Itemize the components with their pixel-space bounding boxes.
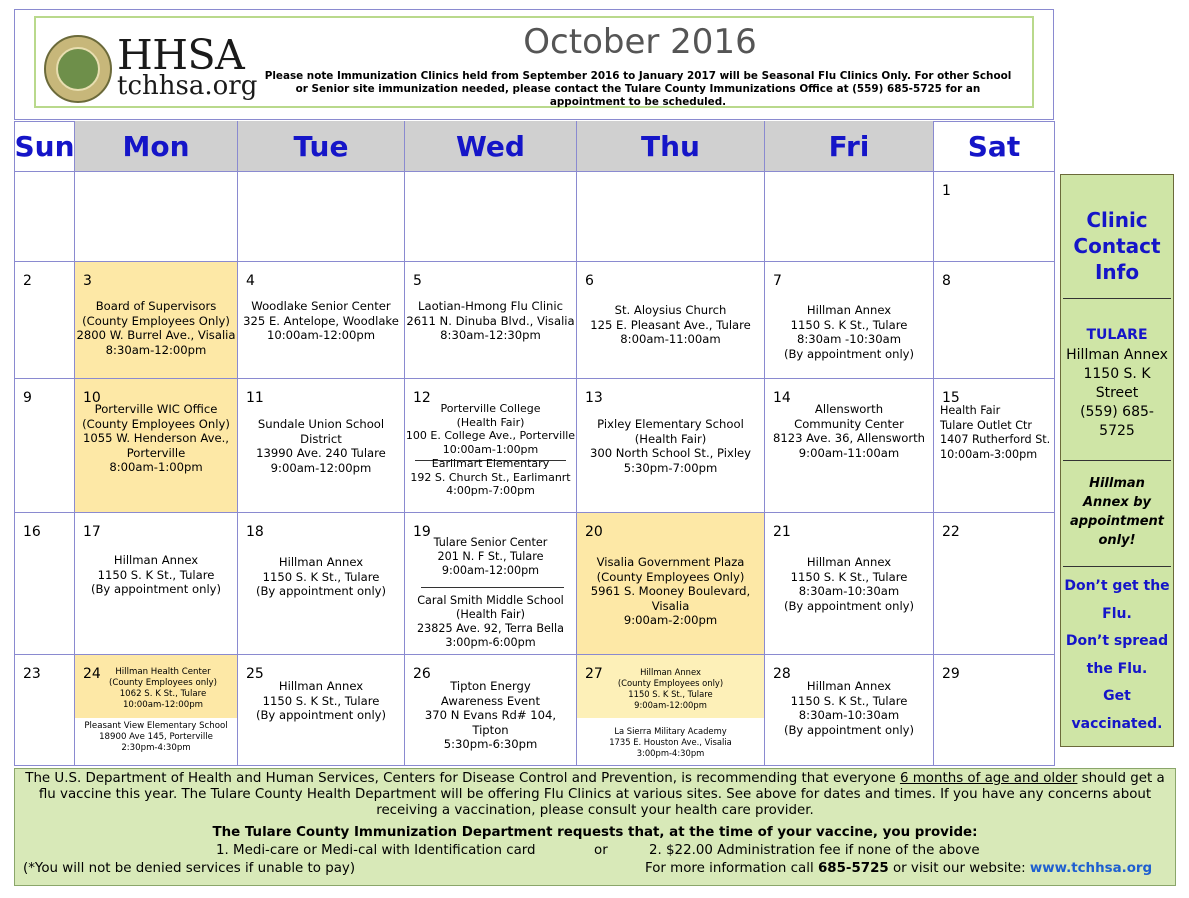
header-note: Please note Immunization Clinics held from September 2016 to January 2017 will be Seasonal Flu Clinics Only. For other School or Senior site immunization needed, please contact the Tulare County Immunizations Office at (559) 685-5725 for an appointment to be scheduled.	[264, 70, 1012, 108]
event-line: (Health Fair)	[634, 431, 707, 446]
calendar-cell-oct-16	[14, 513, 75, 655]
event-line: (By appointment only)	[783, 722, 915, 737]
calendar-cell-empty	[577, 172, 765, 262]
event-block	[238, 299, 404, 343]
event-block	[405, 457, 576, 498]
calendar-cell-oct-3	[75, 262, 238, 379]
event-line: 1150 S. K St., Tulare	[790, 317, 908, 332]
footer-paragraph	[23, 771, 1167, 819]
event-line: Earlimart Elementary	[431, 457, 550, 470]
footer-request: The Tulare County Immunization Department requests that, at the time of your vaccine, you provide:	[212, 825, 978, 840]
event-line: 13990 Ave. 240 Tulare	[256, 446, 386, 460]
footer-item-2: 2. $22.00 Administration fee if none of the above	[649, 843, 980, 858]
slogan-line: Don’t spread	[1065, 633, 1169, 649]
event-block	[238, 679, 404, 723]
day-number: 6	[585, 273, 594, 289]
address-line: Hillman Annex	[1066, 347, 1168, 363]
event-line: Health Fair	[940, 404, 1001, 417]
event-line: 2800 W. Burrel Ave., Visalia	[76, 328, 236, 342]
event-line: St. Aloysius Church	[614, 303, 727, 317]
event-block	[577, 417, 764, 475]
slogan-line: Flu.	[1102, 605, 1132, 622]
event-block	[577, 303, 764, 347]
day-number: 29	[942, 666, 960, 682]
event-line: 9:00am-11:00am	[798, 445, 900, 460]
address-line: Street	[1095, 385, 1139, 401]
event-line: (By appointment only)	[255, 584, 387, 598]
event-line: 1150 S. K St., Tulare	[628, 689, 713, 699]
event-line: 1055 W. Henderson Ave.,	[83, 431, 229, 445]
calendar-cell-empty	[75, 172, 238, 262]
event-line: Visalia	[651, 598, 690, 613]
slogan-line: Don’t get the	[1064, 578, 1170, 594]
day-number: 13	[585, 390, 603, 406]
event-line: 8:30am-10:30am	[798, 584, 900, 598]
event-block	[765, 402, 933, 460]
calendar-cell-oct-19	[405, 513, 577, 655]
clinic-contact-panel	[1060, 174, 1174, 747]
calendar-cell-empty	[14, 172, 75, 262]
event-line: Community Center	[794, 416, 904, 431]
event-line: Hillman Health Center	[115, 667, 211, 677]
event-line: Allensworth	[814, 402, 884, 416]
calendar-cell-oct-11	[238, 379, 405, 513]
day-number: 9	[23, 390, 32, 406]
event-line: 325 E. Antelope, Woodlake	[243, 313, 399, 328]
day-number: 3	[83, 273, 92, 289]
event-line: Porterville College	[440, 402, 541, 415]
address-line: 5725	[1099, 423, 1135, 439]
event-line: 23825 Ave. 92, Terra Bella	[417, 622, 564, 635]
event-line: 9:00am-12:00pm	[634, 700, 707, 710]
event-line: 8:30am -10:30am	[796, 332, 902, 346]
event-line: 1735 E. Houston Ave., Visalia	[609, 737, 732, 747]
day-number: 14	[773, 390, 791, 406]
event-line: (By appointment only)	[783, 346, 915, 361]
event-line: Tipton Energy	[450, 679, 531, 693]
event-line: 370 N Evans Rd# 104, Tipton	[424, 708, 557, 737]
day-number: 7	[773, 273, 782, 289]
event-line: 1150 S. K St., Tulare	[262, 693, 380, 708]
calendar-cell-oct-27	[577, 655, 765, 766]
event-line: 10:00am-1:00pm	[442, 442, 539, 456]
event-block	[577, 726, 764, 759]
dayname-thu: Thu	[577, 121, 765, 172]
event-line: Hillman Annex	[640, 667, 701, 677]
footer-website-link[interactable]: www.tchhsa.org	[1029, 861, 1153, 876]
event-line: 100 E. College Ave., Porterville	[405, 429, 576, 442]
event-block	[940, 404, 1054, 462]
appointment-note	[1061, 474, 1173, 550]
day-number: 24	[83, 666, 101, 682]
event-line: 1150 S. K St., Tulare	[262, 569, 380, 584]
contact-title-line: Clinic	[1086, 208, 1148, 232]
footer-info	[14, 768, 1176, 886]
event-line: Awareness Event	[440, 693, 541, 708]
event-block	[577, 667, 764, 711]
dayname-wed: Wed	[405, 121, 577, 172]
event-line: 300 North School St., Pixley	[589, 446, 752, 460]
event-line: (County Employees Only)	[82, 416, 230, 431]
event-line: District	[300, 431, 342, 446]
calendar-cell-oct-17	[75, 513, 238, 655]
slogan-line: vaccinated.	[1071, 715, 1163, 732]
footer-contact	[645, 861, 1152, 877]
event-line: (By appointment only)	[783, 598, 915, 613]
event-line: (County Employees Only)	[82, 313, 230, 328]
event-block	[405, 594, 576, 650]
event-line: 8:00am-1:00pm	[109, 460, 203, 474]
calendar-cell-oct-4	[238, 262, 405, 379]
event-line: Woodlake Senior Center	[251, 299, 391, 313]
event-line: 9:00am-12:00pm	[270, 460, 372, 475]
calendar-cell-oct-10	[75, 379, 238, 513]
event-line: Pleasant View Elementary School	[84, 721, 228, 731]
event-line: 10:00am-12:00pm	[266, 328, 376, 342]
footer-age-underline: 6 months of age and older	[899, 771, 1078, 786]
contact-location: TULARE	[1086, 327, 1148, 343]
event-line: Caral Smith Middle School	[417, 594, 564, 607]
contact-address	[1061, 346, 1173, 441]
calendar-cell-oct-21	[765, 513, 934, 655]
event-block	[75, 402, 237, 475]
event-block	[405, 402, 576, 456]
day-number: 16	[23, 524, 41, 540]
event-line: 192 S. Church St., Earlimanrt	[410, 470, 571, 484]
calendar-cell-oct-24	[75, 655, 238, 766]
day-number: 17	[83, 524, 101, 540]
contact-title-line: Info	[1094, 260, 1140, 284]
appointment-line: Hillman	[1089, 476, 1145, 491]
calendar-cell-empty	[765, 172, 934, 262]
slogan-line: Get	[1103, 688, 1131, 704]
event-block	[765, 303, 933, 361]
calendar-cell-oct-9	[14, 379, 75, 513]
calendar-cell-oct-26	[405, 655, 577, 766]
event-block	[238, 555, 404, 599]
day-number: 5	[413, 273, 422, 289]
contact-title	[1061, 207, 1173, 285]
event-line: 8:30am-12:00pm	[105, 342, 207, 357]
calendar-cell-oct-2	[14, 262, 75, 379]
calendar-cell-oct-8	[934, 262, 1055, 379]
event-line: 8:30am-12:30pm	[440, 328, 541, 342]
day-number: 11	[246, 390, 264, 406]
event-line: 10:00am-12:00pm	[122, 700, 204, 710]
event-block	[405, 679, 576, 752]
calendar-cell-oct-20	[577, 513, 765, 655]
calendar-cell-oct-22	[934, 513, 1055, 655]
logo-name: HHSA	[117, 31, 245, 79]
dayname-sat: Sat	[934, 121, 1055, 172]
address-line: 1150 S. K	[1083, 366, 1151, 382]
event-line: Pixley Elementary School	[597, 417, 744, 431]
slogan-line: the Flu.	[1086, 660, 1148, 677]
event-line: Tulare Senior Center	[433, 536, 548, 549]
calendar-cell-oct-14	[765, 379, 934, 513]
flu-slogan	[1061, 573, 1173, 738]
event-line: 5:30pm-7:00pm	[623, 460, 718, 475]
event-line: 1150 S. K St., Tulare	[790, 569, 908, 584]
day-number: 27	[585, 666, 603, 682]
event-block	[75, 553, 237, 597]
day-number: 26	[413, 666, 431, 682]
footer-note: (*You will not be denied services if unable to pay)	[23, 861, 356, 876]
event-line: Hillman Annex	[806, 555, 892, 569]
event-block	[89, 667, 237, 711]
event-line: (County Employees only)	[617, 678, 724, 688]
dayname-mon: Mon	[75, 121, 238, 172]
footer-item-1: 1. Medi-care or Medi-cal with Identification card	[216, 843, 536, 858]
event-line: (Health Fair)	[456, 415, 525, 429]
event-line: 1150 S. K St., Tulare	[790, 693, 908, 708]
event-block	[405, 536, 576, 578]
panel-divider	[1063, 460, 1171, 461]
calendar-cell-oct-29	[934, 655, 1055, 766]
footer-phone: 685-5725	[817, 861, 889, 876]
calendar-cell-oct-28	[765, 655, 934, 766]
calendar-cell-oct-18	[238, 513, 405, 655]
event-line: 125 E. Pleasant Ave., Tulare	[590, 317, 751, 332]
address-line: (559) 685-	[1080, 404, 1154, 420]
footer-visit: or visit our website:	[888, 861, 1030, 876]
footer-more-info: For more information call	[645, 861, 818, 876]
event-line: 9:00am-2:00pm	[623, 613, 718, 627]
event-line: (Health Fair)	[456, 608, 525, 621]
calendar-cell-oct-7	[765, 262, 934, 379]
day-number: 19	[413, 524, 431, 540]
event-line: Porterville WIC Office	[94, 402, 218, 416]
day-number: 12	[413, 390, 431, 406]
month-title: October 2016	[523, 22, 757, 62]
event-line: (By appointment only)	[90, 582, 222, 596]
calendar-cell-oct-25	[238, 655, 405, 766]
event-line: 8123 Ave. 36, Allensworth	[772, 431, 926, 445]
panel-divider	[1063, 298, 1171, 299]
day-number: 28	[773, 666, 791, 682]
event-line: 1150 S. K St., Tulare	[97, 567, 215, 582]
day-number: 15	[942, 390, 960, 406]
event-line: (County Employees Only)	[596, 569, 745, 584]
dayname-tue: Tue	[238, 121, 405, 172]
day-number: 23	[23, 666, 41, 682]
dayname-sun: Sun	[14, 121, 75, 172]
calendar-cell-oct-23	[14, 655, 75, 766]
event-line: Hillman Annex	[278, 679, 364, 693]
event-block	[405, 299, 576, 343]
day-number: 10	[83, 390, 101, 406]
event-line: Laotian-Hmong Flu Clinic	[418, 299, 563, 313]
event-line: 10:00am-3:00pm	[940, 447, 1038, 461]
event-line: 4:00pm-7:00pm	[446, 484, 535, 497]
footer-or: or	[594, 843, 608, 858]
appointment-line: only!	[1098, 533, 1136, 548]
event-line: (County Employees only)	[109, 678, 217, 688]
appointment-line: appointment	[1069, 514, 1165, 529]
event-line: (By appointment only)	[255, 708, 387, 722]
event-block	[75, 299, 237, 357]
footer-paragraph-end: should get a flu vaccine this year. The Tulare County Health Department will be offering Flu Clinics at various sites. See above for dates and times. If you have any concerns about receiving a vaccination, please consult your health care provider.	[38, 771, 1165, 818]
event-line: 18900 Ave 145, Porterville	[99, 732, 213, 742]
day-number: 1	[942, 183, 951, 199]
event-line: 9:00am-12:00pm	[441, 564, 540, 577]
calendar-cell-oct-15	[934, 379, 1055, 513]
calendar-cell-empty	[238, 172, 405, 262]
event-line: 5961 S. Mooney Boulevard,	[590, 584, 751, 598]
day-number: 25	[246, 666, 264, 682]
event-line: Porterville	[126, 445, 186, 460]
contact-title-line: Contact	[1073, 234, 1161, 258]
appointment-line: Annex by	[1082, 495, 1152, 510]
day-number: 20	[585, 524, 603, 540]
panel-divider	[1063, 566, 1171, 567]
event-line: Hillman Annex	[113, 553, 199, 567]
event-separator	[421, 587, 564, 588]
day-number: 18	[246, 524, 264, 540]
day-number: 8	[942, 273, 951, 289]
day-number: 2	[23, 273, 32, 289]
event-line: Board of Supervisors	[95, 299, 217, 313]
day-number: 22	[942, 524, 960, 540]
event-block	[238, 417, 404, 475]
event-block	[765, 555, 933, 613]
event-line: 201 N. F St., Tulare	[437, 550, 544, 563]
event-line: 3:00pm-6:00pm	[445, 636, 536, 649]
event-block	[75, 721, 237, 754]
event-line: Hillman Annex	[278, 555, 364, 569]
calendar-cell-oct-6	[577, 262, 765, 379]
calendar-cell-empty	[405, 172, 577, 262]
event-line: 1062 S. K St., Tulare	[119, 689, 207, 699]
calendar-cell-oct-5	[405, 262, 577, 379]
event-line: 5:30pm-6:30pm	[443, 737, 538, 751]
event-line: 2611 N. Dinuba Blvd., Visalia	[406, 313, 575, 328]
event-line: Hillman Annex	[806, 303, 892, 317]
calendar-cell-oct-13	[577, 379, 765, 513]
dayname-fri: Fri	[765, 121, 934, 172]
county-seal-logo	[44, 35, 112, 103]
footer-paragraph-start: The U.S. Department of Health and Human Services, Centers for Disease Control and Prevention, is recommending that everyone	[25, 771, 900, 786]
event-line: Sundale Union School	[257, 417, 385, 431]
event-line: Visalia Government Plaza	[596, 555, 745, 569]
calendar-cell-oct-12	[405, 379, 577, 513]
event-line: Hillman Annex	[806, 679, 892, 693]
event-line: Tulare Outlet Ctr	[940, 418, 1032, 432]
event-line: 3:00pm-4:30pm	[636, 748, 705, 758]
event-line: La Sierra Military Academy	[614, 726, 727, 736]
calendar-cell-oct-1	[934, 172, 1055, 262]
event-block	[577, 555, 764, 628]
event-line: 2:30pm-4:30pm	[121, 743, 191, 753]
logo-url: tchhsa.org	[117, 71, 258, 101]
day-number: 4	[246, 273, 255, 289]
event-block	[765, 679, 933, 737]
event-line: 8:30am-10:30am	[798, 708, 900, 722]
event-line: 1407 Rutherford St.	[940, 433, 1051, 446]
day-number: 21	[773, 524, 791, 540]
event-line: 8:00am-11:00am	[620, 332, 721, 346]
